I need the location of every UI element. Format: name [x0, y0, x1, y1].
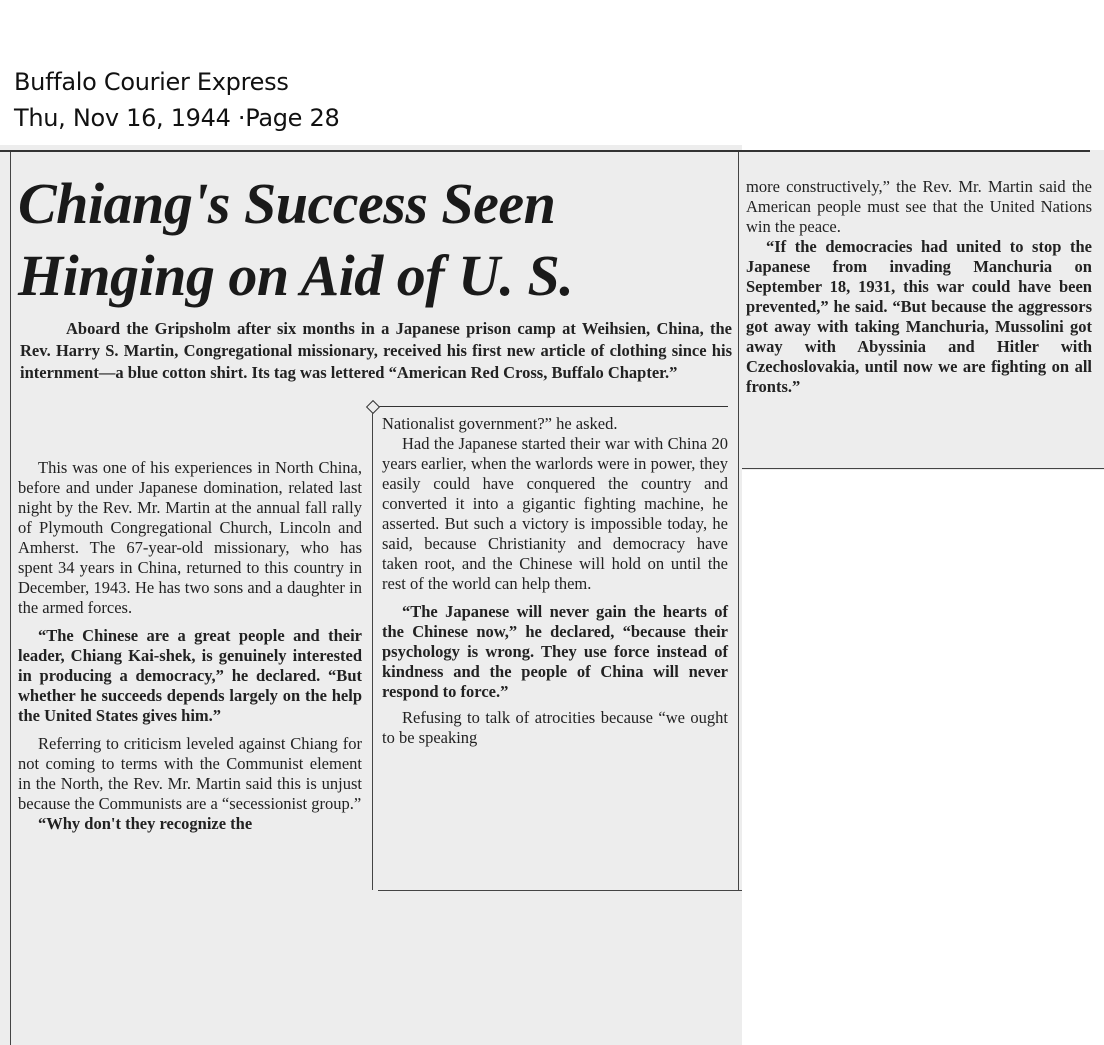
article-clipping-tail	[0, 890, 378, 1045]
column-bottom-rule	[378, 890, 742, 891]
paragraph: “Why don't they recognize the	[38, 814, 253, 833]
article-column-1	[18, 414, 362, 834]
quote-paragraph: “The Japanese will never gain the hearts of the Chinese now,” he declared, “because their psychology is wrong. They use force instead of kindness and the people of China will never respond to force.”	[382, 602, 728, 701]
paragraph: Refusing to talk of atrocities because “we ought to be speaking	[382, 708, 728, 747]
paragraph: Referring to criticism leveled against Chiang for not coming to terms with the Communist element in the North, the Rev. Mr. Martin said this is unjust because the Communists are a “secessionist group.”	[18, 734, 362, 813]
quote-paragraph: “The Chinese are a great people and their leader, Chiang Kai-shek, is genuinely interested in producing a democracy,” he declared. “But whether he succeeds depends largely on the help the United States gives him.”	[18, 626, 362, 725]
headline-line-1: Chiang's Success Seen	[18, 171, 556, 236]
section-divider	[372, 406, 728, 407]
headline-line-2: Hinging on Aid of U. S.	[18, 243, 574, 308]
left-column-rule	[10, 152, 11, 1045]
paragraph: more constructively,” the Rev. Mr. Martin said the American people must see that the United Nations win the peace.	[746, 177, 1092, 236]
middle-column-rule	[372, 406, 373, 890]
continuation-bottom-rule	[742, 468, 1104, 469]
article-column-3	[746, 177, 1092, 397]
paragraph: Nationalist government?” he asked.	[382, 414, 618, 433]
right-column-rule	[738, 152, 739, 890]
article-column-2	[382, 414, 728, 748]
paragraph: Had the Japanese started their war with China 20 years earlier, when the warlords were in power, they easily could have conquered the country and converted it into a gigantic fighting machine, he asserted. But such a victory is impossible today, he said, because Christianity and democracy have taken root, and the Chinese will hold on until the rest of the world can help them.	[382, 434, 728, 593]
paragraph: This was one of his experiences in North China, before and under Japanese domination, related last night by the Rev. Mr. Martin at the annual fall rally of Plymouth Congregational Church, Lincoln and Amherst. The 67-year-old missionary, who has spent 34 years in China, returned to this country in December, 1943. He has two sons and a daughter in the armed forces.	[18, 458, 362, 617]
column-top-rule	[0, 150, 1090, 152]
article-lede: Aboard the Gripsholm after six months in a Japanese prison camp at Weihsien, China, the Rev. Harry S. Martin, Congregational missionary, received his first new article of clothing since his internment—a blue cotton shirt. Its tag was lettered “American Red Cross, Buffalo Chapter.”	[20, 319, 732, 382]
paragraph: “If the democracies had united to stop the Japanese from invading Manchuria on September 18, 1931, this war could have been prevented,” he said. “But because the aggressors got away with taking Manchuria, Mussolini got away with Abyssinia and Hitler with Czechoslovakia, until now we are fighting on all fronts.”	[746, 237, 1092, 396]
publication-date: Thu, Nov 16, 1944 ·Page 28	[14, 104, 340, 132]
newspaper-name: Buffalo Courier Express	[14, 68, 289, 96]
